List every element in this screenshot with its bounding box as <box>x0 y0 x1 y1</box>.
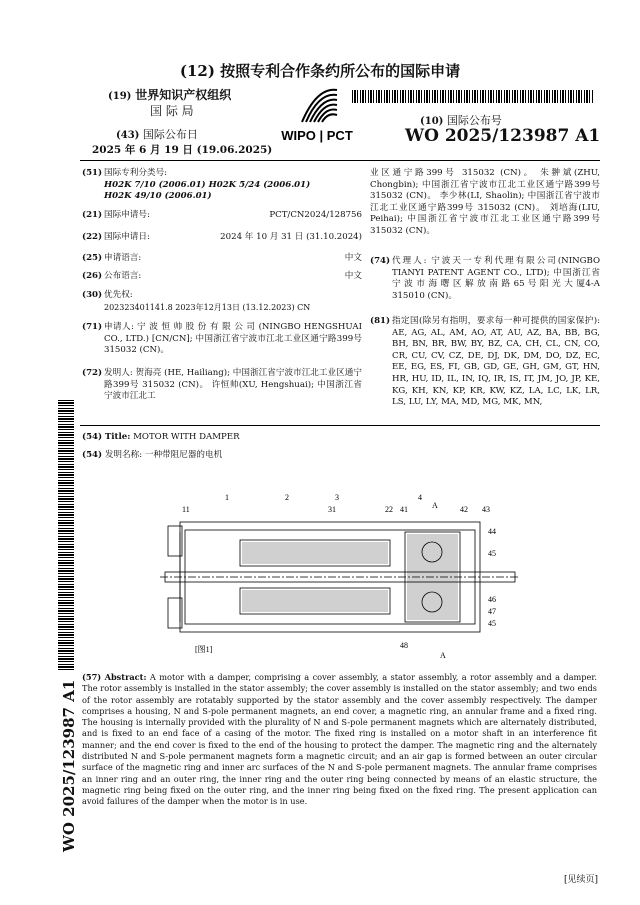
org-name: 世界知识产权组织 <box>135 88 232 102</box>
inventor-continued: 业区通宁路399号 315032 (CN)。 朱翀斌(ZHU, Chongbin); 中国浙江省宁波市江北工业区通宁路399号 315032 (CN)。 李少林(LI, Shaolin); 中国浙江省宁波市江北工业区通宁路399号 315032 (CN)。 刘培海(LIU, Peihai); 中国浙江省宁波市江北工业区通宁路399号 315032 (CN)。 <box>370 168 600 236</box>
fig-label-43: 43 <box>482 505 490 514</box>
field-21: (21) 国际申请号: PCT/CN2024/128756 <box>82 210 362 220</box>
abstract: (57) Abstract: A motor with a damper, comprising a cover assembly, a stator assembly, a rotor assembly and a damper. The rotor assembly is installed in the stator assembly; the cover assembly is installed on the stator assembly; and two ends of the rotor assembly are rotatably supported by the stator assembly and the cover assembly respectively. The damper comprises a housing, N and S-pole permanent magnets, an end cover, a magnetic ring, an annular frame and a fixed ring. The housing is internally provided with the plurality of N and S-pole permanent magnets which are alternately distributed, and is fixed to an end face of a casing of the motor. The fixed ring is installed on a motor shaft in an interference fit manner; and the end cover is fixed to the end of the housing to protect the damper. The magnetic ring and the alternately distributed N and S-pole permanent magnets form a magnetic circuit; and an air gap is formed between an outer circular surface of the magnetic ring and inner arc surfaces of the N and S-pole permanent magnets. The annular frame comprises an inner ring and an outer ring, the inner ring and the outer ring being connected by means of an elastic structure, the magnetic ring being fixed on the outer ring, and the inner ring being fixed on the fixed ring. The present application can avoid failures of the damper when the motor is in use. <box>82 672 598 807</box>
continued-footer: [见续页] <box>563 875 598 885</box>
divider-2 <box>80 425 600 426</box>
divider <box>80 160 600 161</box>
patent-figure <box>160 492 520 664</box>
pub-date-code: (43) <box>116 130 140 141</box>
fig-label-45b: 45 <box>488 619 496 628</box>
fig-label-22: 22 <box>385 505 393 514</box>
org-code: (19) <box>108 91 132 102</box>
pub-no: WO 2025/123987 A1 <box>405 126 601 146</box>
fig-label-44: 44 <box>488 527 496 536</box>
field-74: (74) 代理人: 宁波天一专利代理有限公司(NINGBO TIANYI PATENT AGENT CO., LTD); 中国浙江省宁 波 市 海 曙 区 解 放 南 路 65 号 阳 光 大 厦4-A 315010 (CN)。 <box>370 256 600 301</box>
org-line <box>108 86 231 103</box>
field-71: (71) 申请人: 宁 波 恒 帅 股 份 有 限 公 司 (NINGBO HENGSHUAI CO., LTD.) [CN/CN]; 中国浙江省宁波市江北工业区通宁路399号 315032 (CN)。 <box>82 322 362 356</box>
pub-date-label: 国际公布日 <box>142 128 198 141</box>
abstract-text: A motor with a damper, comprising a cover assembly, a stator assembly, a rotor assembly and a damper. The rotor assembly is installed in the stator assembly; the cover assembly is installed on the stator assembly; and two ends of the rotor assembly are rotatably supported by the stator assembly and the cover assembly respectively. The damper comprises a housing, N and S-pole permanent magnets, an end cover, a magnetic ring, an annular frame and a fixed ring. The housing is internally provided with the plurality of N and S-pole permanent magnets which are alternately distributed, and is fixed to an end face of a casing of the motor. The fixed ring is installed on a motor shaft in an interference fit manner; and the end cover is fixed to the end of the housing to protect the damper. The magnetic ring and the alternately distributed N and S-pole permanent magnets form a magnetic circuit; and an air gap is formed between an outer circular surface of the magnetic ring and inner arc surfaces of the N and S-pole permanent magnets. The annular frame comprises an inner ring and an outer ring, the inner ring and the outer ring being connected by means of an elastic structure, the magnetic ring being fixed on the outer ring, and the inner ring being fixed on the fixed ring. The present application can avoid failures of the damper when the motor is in use. <box>82 672 598 807</box>
fig-label-46: 46 <box>488 595 496 604</box>
pub-no-label: 国际公布号 <box>446 114 502 127</box>
field-81: (81) 指定国(除另有指明，要求每一种可提供的国家保护): AE, AG, AL, AM, AO, AT, AU, AZ, BA, BB, BG, BH, BN, BR, BW, BY, BZ, CA, CH, CL, CN, CO, CR, CU, CV, CZ, DE, DJ, DK, DM, DO, DZ, EC, EE, EG, ES, FI, GB, GD, GE, GH, GM, GT, HN, HR, HU, ID, IL, IN, IQ, IR, IS, IT, JM, JO, JP, KE, KG, KH, KN, KP, KR, KW, KZ, LA, LC, LK, LR, LS, LU, LY, MA, MD, MG, MK, MN, <box>370 316 600 408</box>
field-25: (25) 申请语言: 中文 <box>82 253 362 263</box>
field-72: (72) 发明人: 贺海亮 (HE, Hailiang); 中国浙江省宁波市江北工业区通宁路399号 315032 (CN)。 许恒帅(XU, Hengshuai); 中国浙江省宁波市江北工 <box>82 368 362 402</box>
fig-caption: [图1] <box>195 645 213 654</box>
fig-label-A-bottom: A <box>440 651 446 660</box>
fig-label-3: 3 <box>335 493 339 502</box>
fig-label-45: 45 <box>488 549 496 558</box>
fig-label-31: 31 <box>328 505 336 514</box>
pub-no-code: (10) <box>420 116 444 127</box>
title-cn: (54) 发明名称: 一种带阻尼器的电机 <box>82 450 223 460</box>
side-pub-no: WO 2025/123987 A1 <box>60 679 78 852</box>
fig-label-4: 4 <box>418 493 422 502</box>
field-51: (51) 国际专利分类号: H02K 7/10 (2006.01) H02K 5/24 (2006.01) H02K 49/10 (2006.01) <box>82 168 311 202</box>
document-title: (12) 按照专利合作条约所公布的国际申请 <box>179 62 461 80</box>
fig-label-41: 41 <box>400 505 408 514</box>
field-30: (30) 优先权: 202323401141.8 2023年12月13日 (13.12.2023) CN <box>82 290 311 312</box>
fig-label-42: 42 <box>460 505 468 514</box>
org-sub: 国 际 局 <box>150 104 194 118</box>
field-26: (26) 公布语言: 中文 <box>82 271 362 281</box>
fig-label-A-top: A <box>432 501 438 510</box>
barcode-side <box>58 400 74 670</box>
pub-date: 2025 年 6 月 19 日 (19.06.2025) <box>92 144 273 156</box>
fig-label-47: 47 <box>488 607 496 616</box>
field-22: (22) 国际申请日: 2024 年 10 月 31 日 (31.10.2024) <box>82 232 362 242</box>
fig-label-1: 1 <box>225 493 229 502</box>
wipo-logo-text: WIPO | PCT <box>281 128 353 143</box>
fig-label-11: 11 <box>182 505 190 514</box>
fig-label-48: 48 <box>400 641 408 650</box>
pub-date-line <box>116 126 198 142</box>
fig-label-2: 2 <box>285 493 289 502</box>
title-en: (54) Title: MOTOR WITH DAMPER <box>82 432 240 442</box>
barcode-top <box>352 90 594 103</box>
